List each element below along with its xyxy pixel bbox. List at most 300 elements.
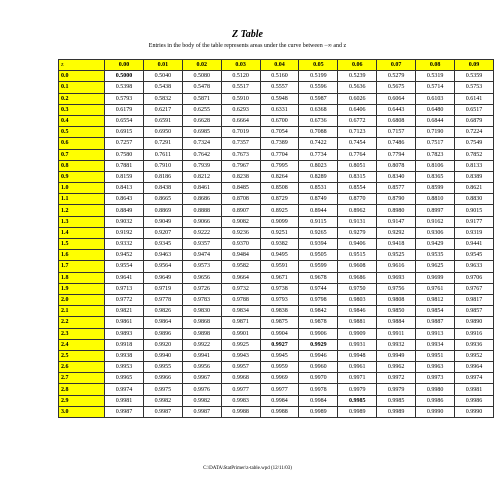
probability-cell: 0.9357 xyxy=(182,239,221,250)
z-value-cell: 1.3 xyxy=(59,216,105,227)
table-row xyxy=(59,362,494,373)
table-body xyxy=(59,71,494,418)
probability-cell: 0.9798 xyxy=(299,294,338,305)
probability-cell: 0.9699 xyxy=(416,272,455,283)
probability-cell: 0.9756 xyxy=(377,283,416,294)
probability-cell: 0.7852 xyxy=(455,149,494,160)
probability-cell: 0.9441 xyxy=(455,239,494,250)
probability-cell: 0.9949 xyxy=(377,350,416,361)
probability-cell: 0.6915 xyxy=(105,127,144,138)
probability-cell: 0.9564 xyxy=(143,261,182,272)
table-row xyxy=(59,138,494,149)
table-row xyxy=(59,350,494,361)
column-header: 0.06 xyxy=(338,60,377,71)
probability-cell: 0.7389 xyxy=(260,138,299,149)
probability-cell: 0.9793 xyxy=(260,294,299,305)
probability-cell: 0.9973 xyxy=(416,373,455,384)
z-value-cell: 1.4 xyxy=(59,227,105,238)
probability-cell: 0.8869 xyxy=(143,205,182,216)
probability-cell: 0.9967 xyxy=(182,373,221,384)
probability-cell: 0.7157 xyxy=(377,127,416,138)
probability-cell: 0.8315 xyxy=(338,171,377,182)
probability-cell: 0.6064 xyxy=(377,93,416,104)
column-header: 0.02 xyxy=(182,60,221,71)
table-row xyxy=(59,149,494,160)
probability-cell: 0.6179 xyxy=(105,104,144,115)
probability-cell: 0.8531 xyxy=(299,183,338,194)
table-row xyxy=(59,261,494,272)
probability-cell: 0.5714 xyxy=(416,82,455,93)
probability-cell: 0.9429 xyxy=(416,239,455,250)
table-row xyxy=(59,82,494,93)
z-value-cell: 1.6 xyxy=(59,250,105,261)
probability-cell: 0.9931 xyxy=(338,339,377,350)
probability-cell: 0.5279 xyxy=(377,71,416,82)
probability-cell: 0.9049 xyxy=(143,216,182,227)
probability-cell: 0.7190 xyxy=(416,127,455,138)
probability-cell: 0.8830 xyxy=(455,194,494,205)
probability-cell: 0.5398 xyxy=(105,82,144,93)
probability-cell: 0.9977 xyxy=(221,384,260,395)
probability-cell: 0.9990 xyxy=(416,406,455,417)
probability-cell: 0.7324 xyxy=(182,138,221,149)
probability-cell: 0.5080 xyxy=(182,71,221,82)
table-row xyxy=(59,306,494,317)
probability-cell: 0.9916 xyxy=(455,328,494,339)
probability-cell: 0.9719 xyxy=(143,283,182,294)
probability-cell: 0.7611 xyxy=(143,149,182,160)
probability-cell: 0.9207 xyxy=(143,227,182,238)
probability-cell: 0.9925 xyxy=(221,339,260,350)
z-value-cell: 1.7 xyxy=(59,261,105,272)
probability-cell: 0.9946 xyxy=(299,350,338,361)
z-value-cell: 1.8 xyxy=(59,272,105,283)
table-row xyxy=(59,115,494,126)
probability-cell: 0.6480 xyxy=(416,104,455,115)
table-row xyxy=(59,373,494,384)
probability-cell: 0.8264 xyxy=(260,171,299,182)
probability-cell: 0.8389 xyxy=(455,171,494,182)
probability-cell: 0.9744 xyxy=(299,283,338,294)
probability-cell: 0.9988 xyxy=(221,406,260,417)
probability-cell: 0.9972 xyxy=(377,373,416,384)
probability-cell: 0.9953 xyxy=(105,362,144,373)
probability-cell: 0.8023 xyxy=(299,160,338,171)
probability-cell: 0.9484 xyxy=(221,250,260,261)
probability-cell: 0.9236 xyxy=(221,227,260,238)
probability-cell: 0.9890 xyxy=(455,317,494,328)
probability-cell: 0.6950 xyxy=(143,127,182,138)
probability-cell: 0.9936 xyxy=(455,339,494,350)
probability-cell: 0.9767 xyxy=(455,283,494,294)
probability-cell: 0.9842 xyxy=(299,306,338,317)
probability-cell: 0.9952 xyxy=(455,350,494,361)
table-row xyxy=(59,183,494,194)
probability-cell: 0.8078 xyxy=(377,160,416,171)
column-header: 0.09 xyxy=(455,60,494,71)
table-row xyxy=(59,127,494,138)
probability-cell: 0.5557 xyxy=(260,82,299,93)
probability-cell: 0.8962 xyxy=(338,205,377,216)
probability-cell: 0.8643 xyxy=(105,194,144,205)
probability-cell: 0.6808 xyxy=(377,115,416,126)
header-row xyxy=(59,60,494,71)
probability-cell: 0.9878 xyxy=(299,317,338,328)
table-row xyxy=(59,339,494,350)
probability-cell: 0.9861 xyxy=(105,317,144,328)
probability-cell: 0.5636 xyxy=(338,82,377,93)
probability-cell: 0.9649 xyxy=(143,272,182,283)
probability-cell: 0.9452 xyxy=(105,250,144,261)
probability-cell: 0.9265 xyxy=(299,227,338,238)
z-value-cell: 0.9 xyxy=(59,171,105,182)
probability-cell: 0.9686 xyxy=(338,272,377,283)
probability-cell: 0.8106 xyxy=(416,160,455,171)
probability-cell: 0.9988 xyxy=(260,406,299,417)
probability-cell: 0.6844 xyxy=(416,115,455,126)
probability-cell: 0.7734 xyxy=(299,149,338,160)
probability-cell: 0.9881 xyxy=(338,317,377,328)
probability-cell: 0.9864 xyxy=(143,317,182,328)
probability-cell: 0.7549 xyxy=(455,138,494,149)
probability-cell: 0.9986 xyxy=(455,395,494,406)
probability-cell: 0.6591 xyxy=(143,115,182,126)
probability-cell: 0.5000 xyxy=(105,71,144,82)
probability-cell: 0.9857 xyxy=(455,306,494,317)
probability-cell: 0.9981 xyxy=(105,395,144,406)
probability-cell: 0.9978 xyxy=(299,384,338,395)
table-row xyxy=(59,272,494,283)
probability-cell: 0.9015 xyxy=(455,205,494,216)
probability-cell: 0.9535 xyxy=(416,250,455,261)
probability-cell: 0.7673 xyxy=(221,149,260,160)
probability-cell: 0.9830 xyxy=(182,306,221,317)
probability-cell: 0.9871 xyxy=(221,317,260,328)
probability-cell: 0.9977 xyxy=(260,384,299,395)
column-header: 0.04 xyxy=(260,60,299,71)
z-value-cell: 1.0 xyxy=(59,183,105,194)
probability-cell: 0.7704 xyxy=(260,149,299,160)
probability-cell: 0.9906 xyxy=(299,328,338,339)
probability-cell: 0.7088 xyxy=(299,127,338,138)
probability-cell: 0.9599 xyxy=(299,261,338,272)
probability-cell: 0.9922 xyxy=(182,339,221,350)
z-value-cell: 0.7 xyxy=(59,149,105,160)
probability-cell: 0.9693 xyxy=(377,272,416,283)
page-title: Z Table xyxy=(231,29,263,40)
page-subtitle: Entries in the body of the table represents areas under the curve between −∞ and z xyxy=(148,43,347,49)
probability-cell: 0.5120 xyxy=(221,71,260,82)
probability-cell: 0.6628 xyxy=(182,115,221,126)
probability-cell: 0.9875 xyxy=(260,317,299,328)
probability-cell: 0.9772 xyxy=(105,294,144,305)
probability-cell: 0.6664 xyxy=(221,115,260,126)
probability-cell: 0.9970 xyxy=(299,373,338,384)
probability-cell: 0.5832 xyxy=(143,93,182,104)
probability-cell: 0.9985 xyxy=(338,395,377,406)
probability-cell: 0.6700 xyxy=(260,115,299,126)
z-value-cell: 2.4 xyxy=(59,339,105,350)
probability-cell: 0.7939 xyxy=(182,160,221,171)
z-value-cell: 2.8 xyxy=(59,384,105,395)
probability-cell: 0.9976 xyxy=(182,384,221,395)
probability-cell: 0.9162 xyxy=(416,216,455,227)
probability-cell: 0.9909 xyxy=(338,328,377,339)
probability-cell: 0.9821 xyxy=(105,306,144,317)
probability-cell: 0.9370 xyxy=(221,239,260,250)
probability-cell: 0.6293 xyxy=(221,104,260,115)
probability-cell: 0.9913 xyxy=(416,328,455,339)
probability-cell: 0.9222 xyxy=(182,227,221,238)
probability-cell: 0.5987 xyxy=(299,93,338,104)
probability-cell: 0.9945 xyxy=(260,350,299,361)
probability-cell: 0.9803 xyxy=(338,294,377,305)
probability-cell: 0.9920 xyxy=(143,339,182,350)
probability-cell: 0.9738 xyxy=(260,283,299,294)
column-header: 0.05 xyxy=(299,60,338,71)
probability-cell: 0.5910 xyxy=(221,93,260,104)
z-value-cell: 1.9 xyxy=(59,283,105,294)
probability-cell: 0.9306 xyxy=(416,227,455,238)
probability-cell: 0.9904 xyxy=(260,328,299,339)
probability-cell: 0.9177 xyxy=(455,216,494,227)
probability-cell: 0.7967 xyxy=(221,160,260,171)
probability-cell: 0.8665 xyxy=(143,194,182,205)
probability-cell: 0.9633 xyxy=(455,261,494,272)
probability-cell: 0.9901 xyxy=(221,328,260,339)
probability-cell: 0.8438 xyxy=(143,183,182,194)
probability-cell: 0.8289 xyxy=(299,171,338,182)
probability-cell: 0.9726 xyxy=(182,283,221,294)
probability-cell: 0.7257 xyxy=(105,138,144,149)
file-path-footer: C:\DATA\StatPrimer\z-table.wpd (12/11/03) xyxy=(203,466,292,471)
probability-cell: 0.9525 xyxy=(377,250,416,261)
probability-cell: 0.9986 xyxy=(416,395,455,406)
probability-cell: 0.5478 xyxy=(182,82,221,93)
probability-cell: 0.9826 xyxy=(143,306,182,317)
probability-cell: 0.9981 xyxy=(455,384,494,395)
probability-cell: 0.5199 xyxy=(299,71,338,82)
probability-cell: 0.9515 xyxy=(338,250,377,261)
table-row xyxy=(59,71,494,82)
probability-cell: 0.9332 xyxy=(105,239,144,250)
probability-cell: 0.5319 xyxy=(416,71,455,82)
probability-cell: 0.8686 xyxy=(182,194,221,205)
probability-cell: 0.9099 xyxy=(260,216,299,227)
probability-cell: 0.9989 xyxy=(299,406,338,417)
probability-cell: 0.9969 xyxy=(260,373,299,384)
probability-cell: 0.8186 xyxy=(143,171,182,182)
probability-cell: 0.9987 xyxy=(105,406,144,417)
probability-cell: 0.9964 xyxy=(455,362,494,373)
table-row xyxy=(59,216,494,227)
probability-cell: 0.9616 xyxy=(377,261,416,272)
table-row xyxy=(59,227,494,238)
table-row xyxy=(59,250,494,261)
probability-cell: 0.9573 xyxy=(182,261,221,272)
probability-cell: 0.9147 xyxy=(377,216,416,227)
probability-cell: 0.8577 xyxy=(377,183,416,194)
probability-cell: 0.9982 xyxy=(182,395,221,406)
z-value-cell: 0.4 xyxy=(59,115,105,126)
probability-cell: 0.9929 xyxy=(299,339,338,350)
probability-cell: 0.9985 xyxy=(377,395,416,406)
probability-cell: 0.9956 xyxy=(182,362,221,373)
probability-cell: 0.8133 xyxy=(455,160,494,171)
probability-cell: 0.9957 xyxy=(221,362,260,373)
z-value-cell: 2.3 xyxy=(59,328,105,339)
probability-cell: 0.9664 xyxy=(221,272,260,283)
z-value-cell: 2.9 xyxy=(59,395,105,406)
probability-cell: 0.5596 xyxy=(299,82,338,93)
table-row xyxy=(59,395,494,406)
table-row xyxy=(59,205,494,216)
probability-cell: 0.8340 xyxy=(377,171,416,182)
probability-cell: 0.6103 xyxy=(416,93,455,104)
probability-cell: 0.6406 xyxy=(338,104,377,115)
probability-cell: 0.9406 xyxy=(338,239,377,250)
table-row xyxy=(59,294,494,305)
probability-cell: 0.9982 xyxy=(143,395,182,406)
probability-cell: 0.5793 xyxy=(105,93,144,104)
column-header: 0.03 xyxy=(221,60,260,71)
z-value-cell: 0.2 xyxy=(59,93,105,104)
table-row xyxy=(59,317,494,328)
probability-cell: 0.9591 xyxy=(260,261,299,272)
probability-cell: 0.9918 xyxy=(105,339,144,350)
probability-cell: 0.9066 xyxy=(182,216,221,227)
probability-cell: 0.8159 xyxy=(105,171,144,182)
probability-cell: 0.9713 xyxy=(105,283,144,294)
probability-cell: 0.9192 xyxy=(105,227,144,238)
probability-cell: 0.8888 xyxy=(182,205,221,216)
probability-cell: 0.9783 xyxy=(182,294,221,305)
probability-cell: 0.9938 xyxy=(105,350,144,361)
table-row xyxy=(59,160,494,171)
probability-cell: 0.9979 xyxy=(377,384,416,395)
probability-cell: 0.9463 xyxy=(143,250,182,261)
probability-cell: 0.8621 xyxy=(455,183,494,194)
probability-cell: 0.9984 xyxy=(260,395,299,406)
probability-cell: 0.9961 xyxy=(338,362,377,373)
probability-cell: 0.9948 xyxy=(338,350,377,361)
probability-cell: 0.9678 xyxy=(299,272,338,283)
probability-cell: 0.6141 xyxy=(455,93,494,104)
probability-cell: 0.9671 xyxy=(260,272,299,283)
probability-cell: 0.9582 xyxy=(221,261,260,272)
probability-cell: 0.8413 xyxy=(105,183,144,194)
probability-cell: 0.9474 xyxy=(182,250,221,261)
probability-cell: 0.8770 xyxy=(338,194,377,205)
probability-cell: 0.9951 xyxy=(416,350,455,361)
probability-cell: 0.7454 xyxy=(338,138,377,149)
probability-cell: 0.9984 xyxy=(299,395,338,406)
z-value-cell: 0.3 xyxy=(59,104,105,115)
z-table xyxy=(58,59,494,418)
probability-cell: 0.7291 xyxy=(143,138,182,149)
probability-cell: 0.9850 xyxy=(377,306,416,317)
probability-cell: 0.6554 xyxy=(105,115,144,126)
probability-cell: 0.9131 xyxy=(338,216,377,227)
z-value-cell: 3.0 xyxy=(59,406,105,417)
probability-cell: 0.9750 xyxy=(338,283,377,294)
probability-cell: 0.9032 xyxy=(105,216,144,227)
probability-cell: 0.9868 xyxy=(182,317,221,328)
probability-cell: 0.9625 xyxy=(416,261,455,272)
probability-cell: 0.8790 xyxy=(377,194,416,205)
probability-cell: 0.8749 xyxy=(299,194,338,205)
probability-cell: 0.9808 xyxy=(377,294,416,305)
probability-cell: 0.9394 xyxy=(299,239,338,250)
probability-cell: 0.9934 xyxy=(416,339,455,350)
probability-cell: 0.9418 xyxy=(377,239,416,250)
probability-cell: 0.7422 xyxy=(299,138,338,149)
probability-cell: 0.9846 xyxy=(338,306,377,317)
probability-cell: 0.7357 xyxy=(221,138,260,149)
probability-cell: 0.8925 xyxy=(260,205,299,216)
probability-cell: 0.8944 xyxy=(299,205,338,216)
z-value-cell: 2.6 xyxy=(59,362,105,373)
probability-cell: 0.7995 xyxy=(260,160,299,171)
probability-cell: 0.5040 xyxy=(143,71,182,82)
z-value-cell: 1.5 xyxy=(59,239,105,250)
probability-cell: 0.9082 xyxy=(221,216,260,227)
probability-cell: 0.9980 xyxy=(416,384,455,395)
probability-cell: 0.9932 xyxy=(377,339,416,350)
table-row xyxy=(59,239,494,250)
probability-cell: 0.9554 xyxy=(105,261,144,272)
z-value-cell: 1.1 xyxy=(59,194,105,205)
probability-cell: 0.9983 xyxy=(221,395,260,406)
probability-cell: 0.9898 xyxy=(182,328,221,339)
probability-cell: 0.9941 xyxy=(182,350,221,361)
z-value-cell: 0.0 xyxy=(59,71,105,82)
probability-cell: 0.9706 xyxy=(455,272,494,283)
table-row xyxy=(59,194,494,205)
probability-cell: 0.9966 xyxy=(143,373,182,384)
probability-cell: 0.9761 xyxy=(416,283,455,294)
probability-cell: 0.9927 xyxy=(260,339,299,350)
probability-cell: 0.9834 xyxy=(221,306,260,317)
probability-cell: 0.9962 xyxy=(377,362,416,373)
probability-cell: 0.5438 xyxy=(143,82,182,93)
probability-cell: 0.9382 xyxy=(260,239,299,250)
table-row xyxy=(59,104,494,115)
probability-cell: 0.9345 xyxy=(143,239,182,250)
probability-cell: 0.6443 xyxy=(377,104,416,115)
z-value-cell: 2.1 xyxy=(59,306,105,317)
probability-cell: 0.8508 xyxy=(260,183,299,194)
probability-cell: 0.9960 xyxy=(299,362,338,373)
probability-cell: 0.9987 xyxy=(143,406,182,417)
z-column-header: z xyxy=(59,60,105,71)
probability-cell: 0.9968 xyxy=(221,373,260,384)
probability-cell: 0.7794 xyxy=(377,149,416,160)
probability-cell: 0.9812 xyxy=(416,294,455,305)
table-row xyxy=(59,171,494,182)
probability-cell: 0.6026 xyxy=(338,93,377,104)
probability-cell: 0.9974 xyxy=(455,373,494,384)
probability-cell: 0.9987 xyxy=(182,406,221,417)
probability-cell: 0.6879 xyxy=(455,115,494,126)
probability-cell: 0.5239 xyxy=(338,71,377,82)
z-value-cell: 0.1 xyxy=(59,82,105,93)
z-value-cell: 2.2 xyxy=(59,317,105,328)
probability-cell: 0.5948 xyxy=(260,93,299,104)
table-row xyxy=(59,283,494,294)
probability-cell: 0.9884 xyxy=(377,317,416,328)
probability-cell: 0.9990 xyxy=(455,406,494,417)
